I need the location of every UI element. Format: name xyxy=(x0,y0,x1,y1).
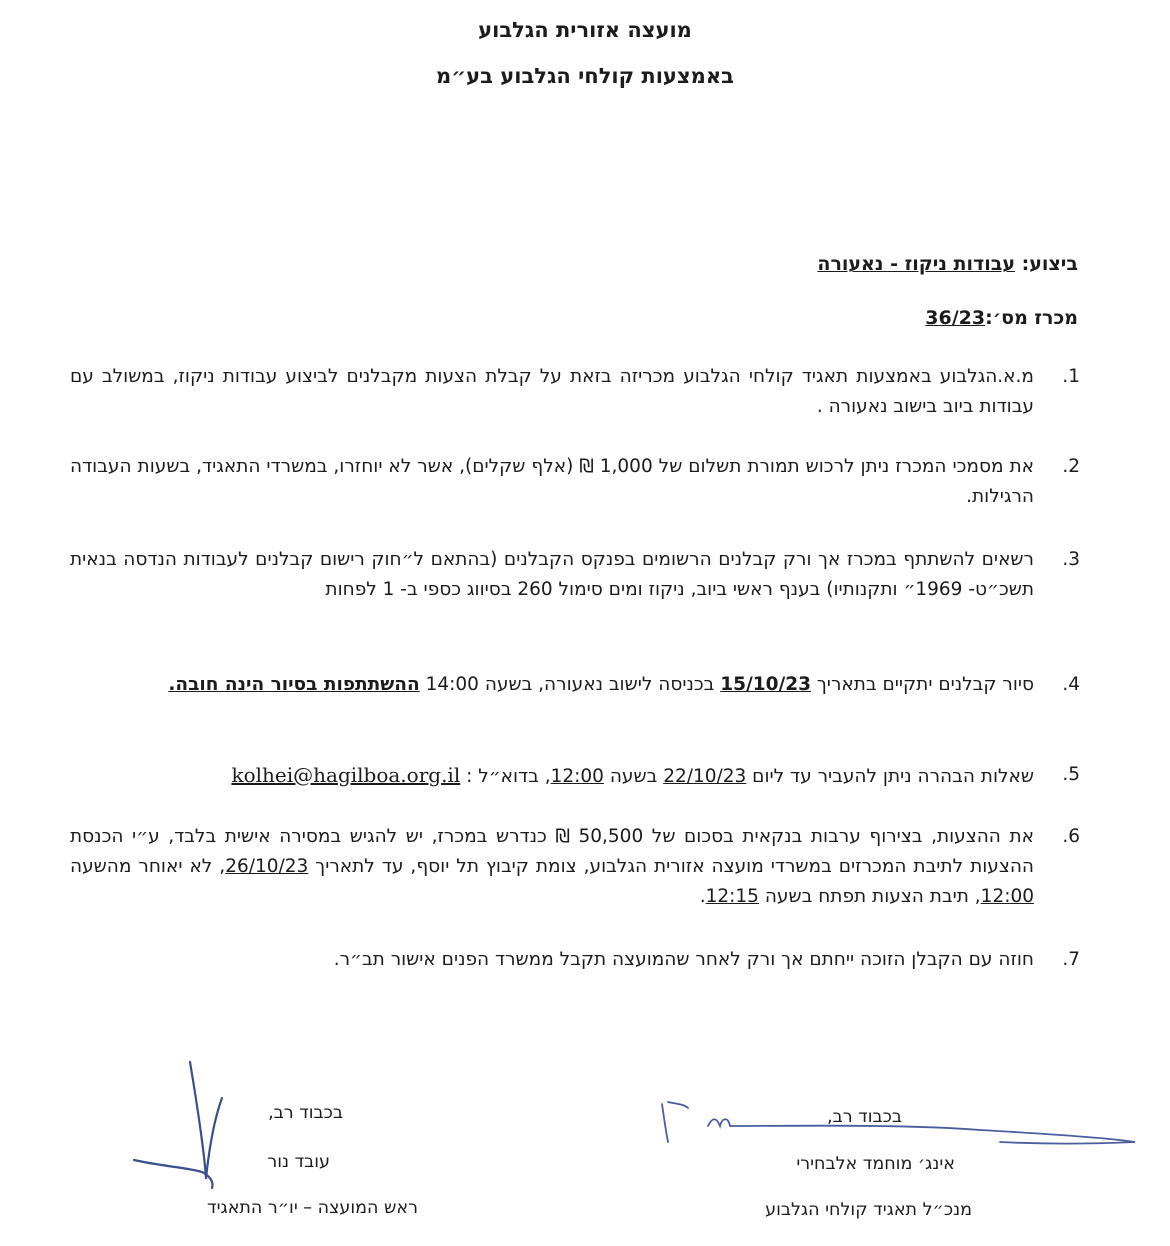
right-signer-name: אינג׳ מוחמד אלבחירי xyxy=(796,1154,955,1174)
questions-date: 22/10/23 xyxy=(663,766,747,787)
right-greeting: בכבוד רב, xyxy=(827,1107,902,1127)
council-title: מועצה אזורית הגלבוע xyxy=(478,18,692,42)
left-signature xyxy=(134,1062,222,1188)
left-signer-name: עובד נור xyxy=(267,1152,330,1172)
submission-time: 12:00 xyxy=(980,886,1034,907)
item-text-part: בכניסה לישוב נאעורה, בשעה 14:00 xyxy=(419,674,721,695)
item-text: חוזה עם הקבלן הזוכה ייחתם אך ורק לאחר שהמועצה תקבל ממשרד הפנים אישור תב״ר. xyxy=(333,949,1034,970)
questions-time: 12:00 xyxy=(550,766,604,787)
item-text-part: , תיבת הצעות תפתח בשעה xyxy=(758,886,981,907)
item-text-part: בשעה xyxy=(603,766,664,787)
tender-label: מכרז מס׳: xyxy=(985,307,1078,329)
item-number: 6. xyxy=(1062,826,1080,847)
left-signer-role: ראש המועצה – יו״ר התאגיד xyxy=(207,1198,418,1218)
left-greeting: בכבוד רב, xyxy=(268,1103,343,1123)
execution-value: עבודות ניקוז - נאעורה xyxy=(817,253,1015,275)
item-number: 5. xyxy=(1062,764,1080,785)
item-text-part: שאלות הבהרה ניתן להעביר עד ליום xyxy=(746,766,1034,787)
item-text: את מסמכי המכרז ניתן לרכוש תמורת תשלום של 1,000 ₪ (אלף שקלים), אשר לא יוחזרו, במשרדי התאגיד, בשעות העבודה הרגילות. xyxy=(70,456,1035,507)
item-number: 1. xyxy=(1062,366,1080,387)
item-number: 7. xyxy=(1062,949,1080,970)
submission-date: 26/10/23 xyxy=(225,856,309,877)
item-number: 4. xyxy=(1062,674,1080,695)
corporation-title: באמצעות קולחי הגלבוע בע״מ xyxy=(436,64,734,88)
item-text-part: . xyxy=(699,886,706,907)
item-text: רשאים להשתתף במכרז אך ורק קבלנים הרשומים בפנקס הקבלנים (בהתאם ל״חוק רישום קבלנים לעבודות הנדסה בנאית תשכ״ט- 1969״ ותקנותיו) בענף ראשי ביוב, ניקוז ומים סימול 260 בסיווג כספי ב- 1 לפחות xyxy=(70,549,1034,600)
item-text: מ.א.הגלבוע באמצעות תאגיד קולחי הגלבוע מכריזה בזאת על קבלת הצעות מקבלנים לביצוע עבודות ניקוז, במשולב עם עבודות ביוב בישוב נאעורה . xyxy=(70,366,1034,417)
tender-number: 36/23 xyxy=(925,307,986,329)
opening-time: 12:15 xyxy=(705,886,759,907)
email-link[interactable]: kolhei@hagilboa.org.il xyxy=(231,763,461,787)
tour-date: 15/10/23 xyxy=(720,674,811,695)
item-text-part: , בדוא״ל : xyxy=(460,766,551,787)
execution-label: ביצוע: xyxy=(1021,253,1078,275)
right-signer-role: מנכ״ל תאגיד קולחי הגלבוע xyxy=(765,1200,972,1220)
item-text-part: סיור קבלנים יתקיים בתאריך xyxy=(810,674,1034,695)
item-text-part: את ההצעות, בצירוף ערבות בנקאית בסכום של 50,500 ₪ כנדרש במכרז, יש להגיש במסירה אישית בלבד, ע״י הכנסת ההצעות לתיבת המכרזים במשרדי מועצה אזורית הגלבוע, צומת קיבוץ תל יוסף, עד לתאריך xyxy=(70,826,1035,877)
item-number: 3. xyxy=(1062,549,1080,570)
mandatory-note: ההשתתפות בסיור הינה חובה. xyxy=(168,674,420,695)
item-text-part: , לא יאוחר מהשעה xyxy=(70,856,226,877)
item-number: 2. xyxy=(1062,456,1080,477)
